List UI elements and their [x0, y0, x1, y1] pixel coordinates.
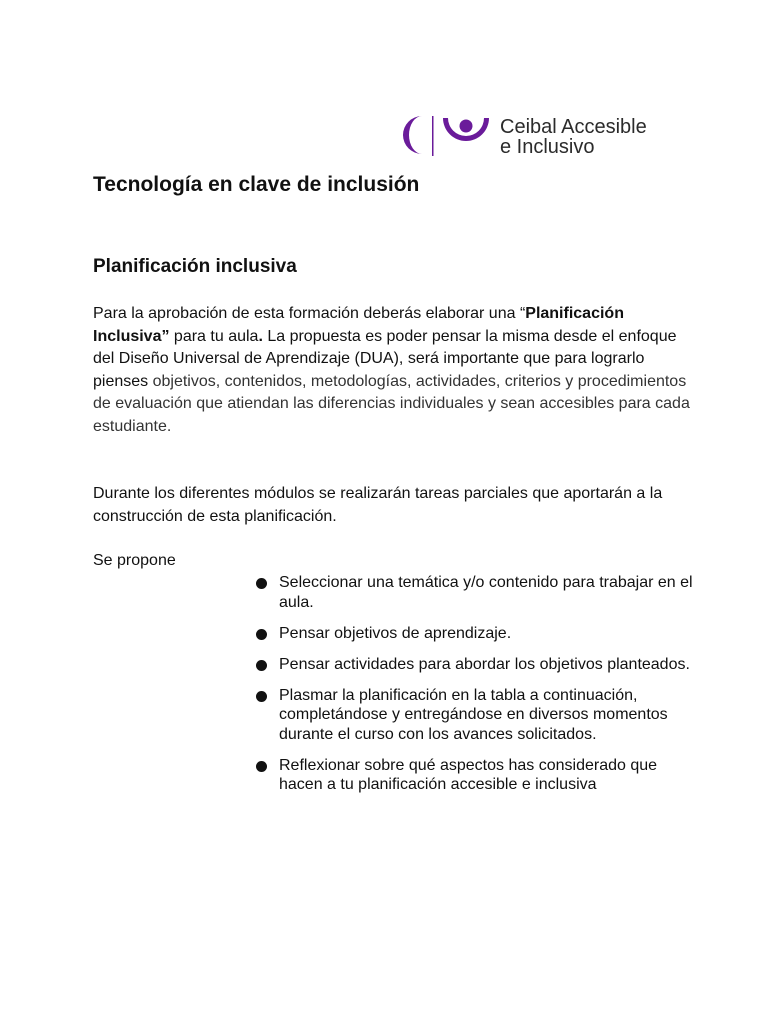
modules-paragraph: Durante los diferentes módulos se realizarán tareas parciales que aportarán a la construcción de esta planificación. — [93, 485, 663, 525]
list-item — [256, 686, 696, 745]
bullet-icon — [256, 629, 267, 640]
proposal-intro: Se propone — [93, 552, 176, 569]
list-item-text: Pensar actividades para abordar los objetivos planteados. — [279, 655, 690, 673]
bullet-icon — [256, 578, 267, 589]
document-title: Tecnología en clave de inclusión — [93, 173, 420, 196]
bullet-icon — [256, 660, 267, 671]
intro-bold-planificacion: Planificación Inclusiva” — [93, 305, 624, 345]
list-item-text: Reflexionar sobre qué aspectos has considerado que hacen a tu planificación accesible e inclusiva — [279, 756, 658, 793]
list-item — [256, 624, 696, 644]
person-head-icon — [460, 120, 473, 133]
list-item-text: Pensar objetivos de aprendizaje. — [279, 624, 512, 642]
proposal-list — [256, 573, 696, 806]
list-item-text: Plasmar la planificación en la tabla a continuación, completándose y entregándose en diversos momentos durante el curso con los avances solicitados. — [279, 686, 668, 743]
bullet-icon — [256, 691, 267, 702]
logo-line-2: e Inclusivo — [500, 136, 595, 158]
intro-bold-period: . — [258, 327, 263, 345]
intro-text-4: objetivos, contenidos, metodologías, actividades, criterios y procedimientos de evaluación que atiendan las diferencias individuales y sean accesibles para cada estudiante. — [93, 372, 690, 435]
intro-text-1: Para la aprobación de esta formación deberás elaborar una “ — [93, 305, 526, 322]
ceibal-logo-mark-icon — [400, 112, 496, 160]
bullet-icon — [256, 761, 267, 772]
section-title: Planificación inclusiva — [93, 256, 297, 277]
crescent-icon — [403, 116, 422, 154]
list-item-text: Seleccionar una temática y/o contenido para trabajar en el aula. — [279, 574, 693, 611]
logo-line-1: Ceibal Accesible — [500, 116, 647, 138]
intro-paragraph — [93, 303, 693, 438]
list-item — [256, 655, 696, 675]
list-item — [256, 573, 696, 612]
logo-wordmark — [500, 117, 647, 157]
list-item — [256, 756, 696, 795]
ceibal-logo — [400, 112, 690, 160]
intro-text-3: La propuesta es poder pensar la misma desde el enfoque del Diseño Universal de Aprendizaje (DUA), será importante que para lograrlo pienses — [93, 327, 677, 390]
logo-divider — [432, 116, 434, 156]
intro-text-2: para tu aula — [169, 327, 259, 345]
